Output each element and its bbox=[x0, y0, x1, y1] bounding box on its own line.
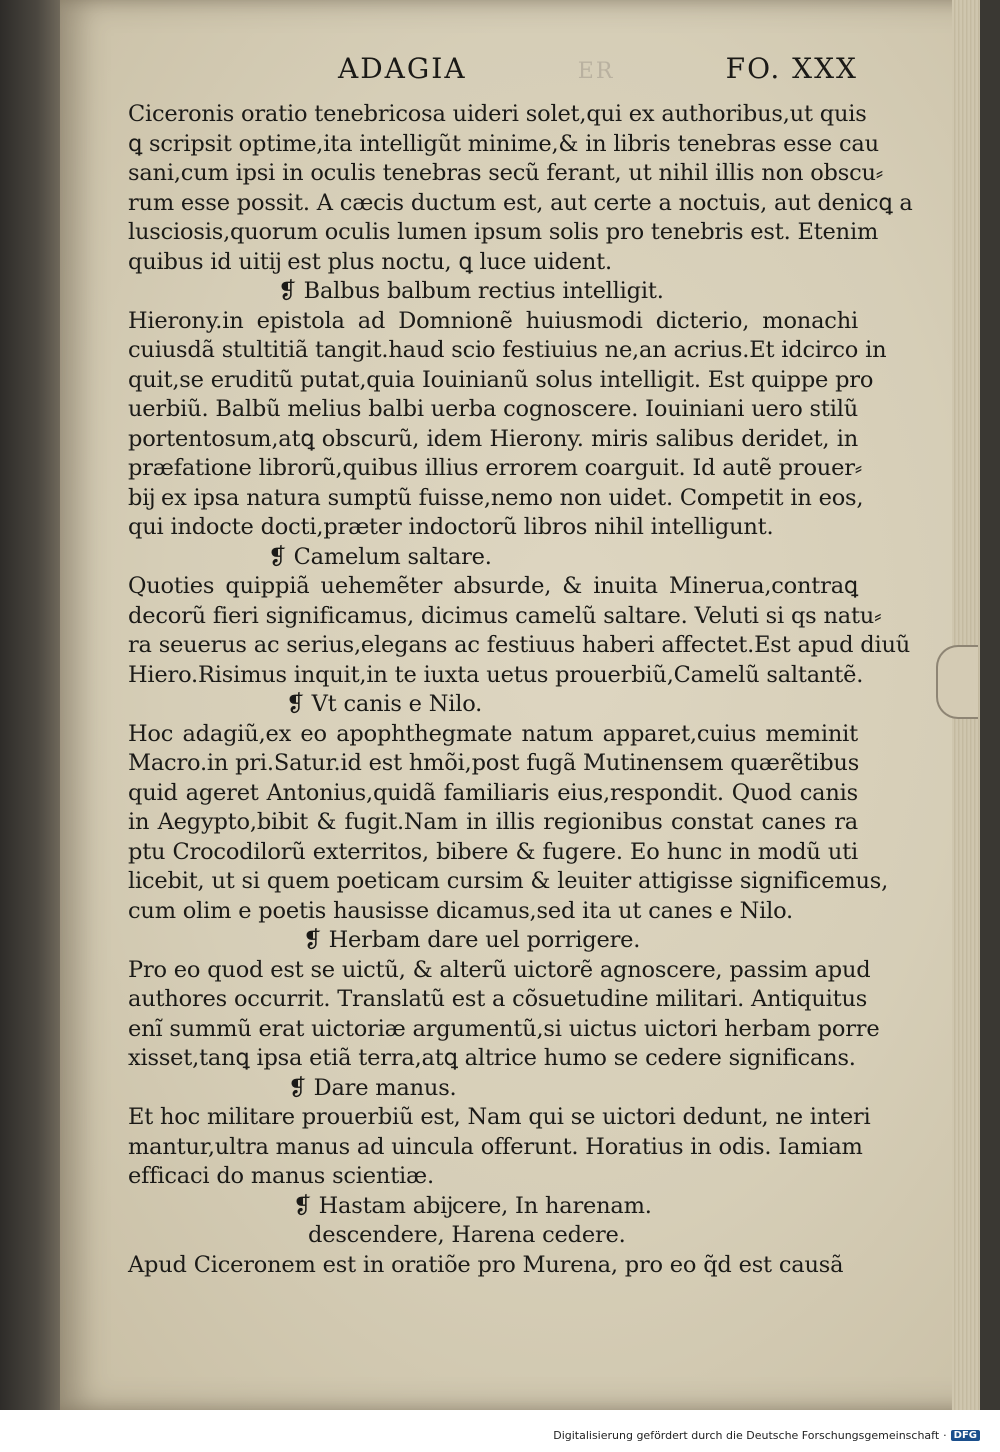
text-line: portentosum,atꝗ obscurũ, idem Hierony. miris salibus deridet, in bbox=[128, 425, 858, 452]
text-line: in Aegypto,bibit & fugit.Nam in illis regionibus constat canes ra bbox=[128, 809, 858, 835]
adage-heading: ❡ Dare manus. bbox=[288, 1074, 457, 1101]
text-line: Et hoc militare prouerbiũ est, Nam qui se uictori dedunt, ne interi bbox=[128, 1104, 871, 1130]
running-header bbox=[128, 52, 858, 100]
dfg-logo: DFG bbox=[951, 1430, 980, 1441]
adage-heading: ❡ Vt canis e Nilo. bbox=[286, 691, 483, 717]
text-line: Hiero.Risimus inquit,in te iuxta uetus prouerbiũ,Camelũ saltantẽ. bbox=[128, 661, 864, 688]
text-line: cuiusdã stultitiã tangit.haud scio festiuius ne,an acrius.Et idcirco in bbox=[128, 337, 887, 363]
text-line: rum esse possit. A cæcis ductum est, aut certe a noctuis, aut denicꝗ a bbox=[128, 189, 913, 216]
text-line: præfatione librorũ,quibus illius errorem coarguit. Id autẽ prouer⸗ bbox=[128, 455, 863, 481]
text-line: Apud Ciceronem est in oratiõe pro Murena, pro eo q̃d est causã bbox=[128, 1251, 844, 1278]
footer-credit bbox=[553, 1429, 980, 1442]
bleed-through-text: ER bbox=[577, 59, 615, 84]
text-line: ptu Crocodilorũ exterritos, bibere & fugere. Eo hunc in modũ uti bbox=[128, 838, 858, 865]
text-line: decorũ fieri significamus, dicimus camelũ saltare. Veluti si qs natu⸗ bbox=[128, 602, 882, 629]
text-line: uerbiũ. Balbũ melius balbi uerba cognoscere. Iouiniani uero stilũ bbox=[128, 396, 858, 422]
text-line: authores occurrit. Translatũ est a cõsuetudine militari. Antiquitus bbox=[128, 986, 868, 1012]
text-line: xisset,tanꝗ ipsa etiã terra,atꝗ altrice humo se cedere significans. bbox=[128, 1045, 856, 1071]
text-line: ra seuerus ac serius,elegans ac festiuus haberi affectet.Est apud diuũ bbox=[128, 632, 911, 658]
adage-heading-continued: descendere, Harena cedere. bbox=[308, 1222, 626, 1248]
text-line: Hierony.in epistola ad Domnionẽ huiusmodi dicterio, monachi bbox=[128, 307, 858, 334]
text-line: Hoc adagiũ,ex eo apophthegmate natum apparet,cuius meminit bbox=[128, 720, 858, 747]
text-line: Pro eo quod est se uictũ, & alterũ uictorẽ agnoscere, passim apud bbox=[128, 956, 871, 983]
text-line: Quoties quippiã uehemẽter absurde, & inuita Minerua,contraꝗ bbox=[128, 573, 858, 599]
adage-heading: ❡ Herbam dare uel porrigere. bbox=[303, 927, 641, 953]
text-line: quid ageret Antonius,quidã familiaris eius,respondit. Quod canis bbox=[128, 779, 858, 806]
page-tab-marker bbox=[936, 645, 978, 719]
text-line: lusciosis,quorum oculis lumen ipsum solis pro tenebris est. Etenim bbox=[128, 219, 879, 245]
adage-heading: ❡ Camelum saltare. bbox=[268, 543, 492, 570]
credit-text: Digitalisierung gefördert durch die Deutsche Forschungsgemeinschaft bbox=[553, 1429, 940, 1442]
text-line: efficaci do manus scientiæ. bbox=[128, 1163, 434, 1189]
adage-heading: ❡ Balbus balbum rectius intelligit. bbox=[278, 278, 664, 304]
text-line: ꝗ scripsit optime,ita intelligũt minime,& in libris tenebras esse cau bbox=[128, 130, 879, 157]
text-line: cum olim e poetis hausisse dicamus,sed ita ut canes e Nilo. bbox=[128, 897, 793, 924]
adage-heading: ❡ Hastam abĳcere, In harenam. bbox=[293, 1192, 652, 1219]
text-line: sani,cum ipsi in oculis tenebras secũ ferant, ut nihil illis non obscu⸗ bbox=[128, 160, 884, 186]
folio-number: FO. XXX bbox=[725, 52, 858, 85]
text-line: qui indocte docti,præter indoctorũ libros nihil intelligunt. bbox=[128, 514, 774, 540]
text-line: Macro.in pri.Satur.id est hmõi,post fugã Mutinensem quærẽtibus bbox=[128, 750, 860, 776]
separator-dot: · bbox=[943, 1429, 947, 1442]
text-line: enĩ summũ erat uictoriæ argumentũ,si uictus uictori herbam porre bbox=[128, 1015, 880, 1042]
running-title: ADAGIA bbox=[338, 52, 467, 85]
text-line: quit,se eruditũ putat,quia Iouinianũ solus intelligit. Est quippe pro bbox=[128, 366, 874, 393]
text-line: mantur,ultra manus ad uincula offerunt. Horatius in odis. Iamiam bbox=[128, 1133, 863, 1160]
text-line: Ciceronis oratio tenebricosa uideri solet,qui ex authoribus,ut quis bbox=[128, 101, 867, 127]
text-line: licebit, ut si quem poeticam cursim & leuiter attigisse significemus, bbox=[128, 868, 889, 894]
page-text bbox=[128, 52, 913, 1280]
text-line: bĳ ex ipsa natura sumptũ fuisse,nemo non uidet. Competit in eos, bbox=[128, 484, 864, 511]
text-line: quibus id uitĳ est plus noctu, ꝗ luce uident. bbox=[128, 248, 612, 275]
